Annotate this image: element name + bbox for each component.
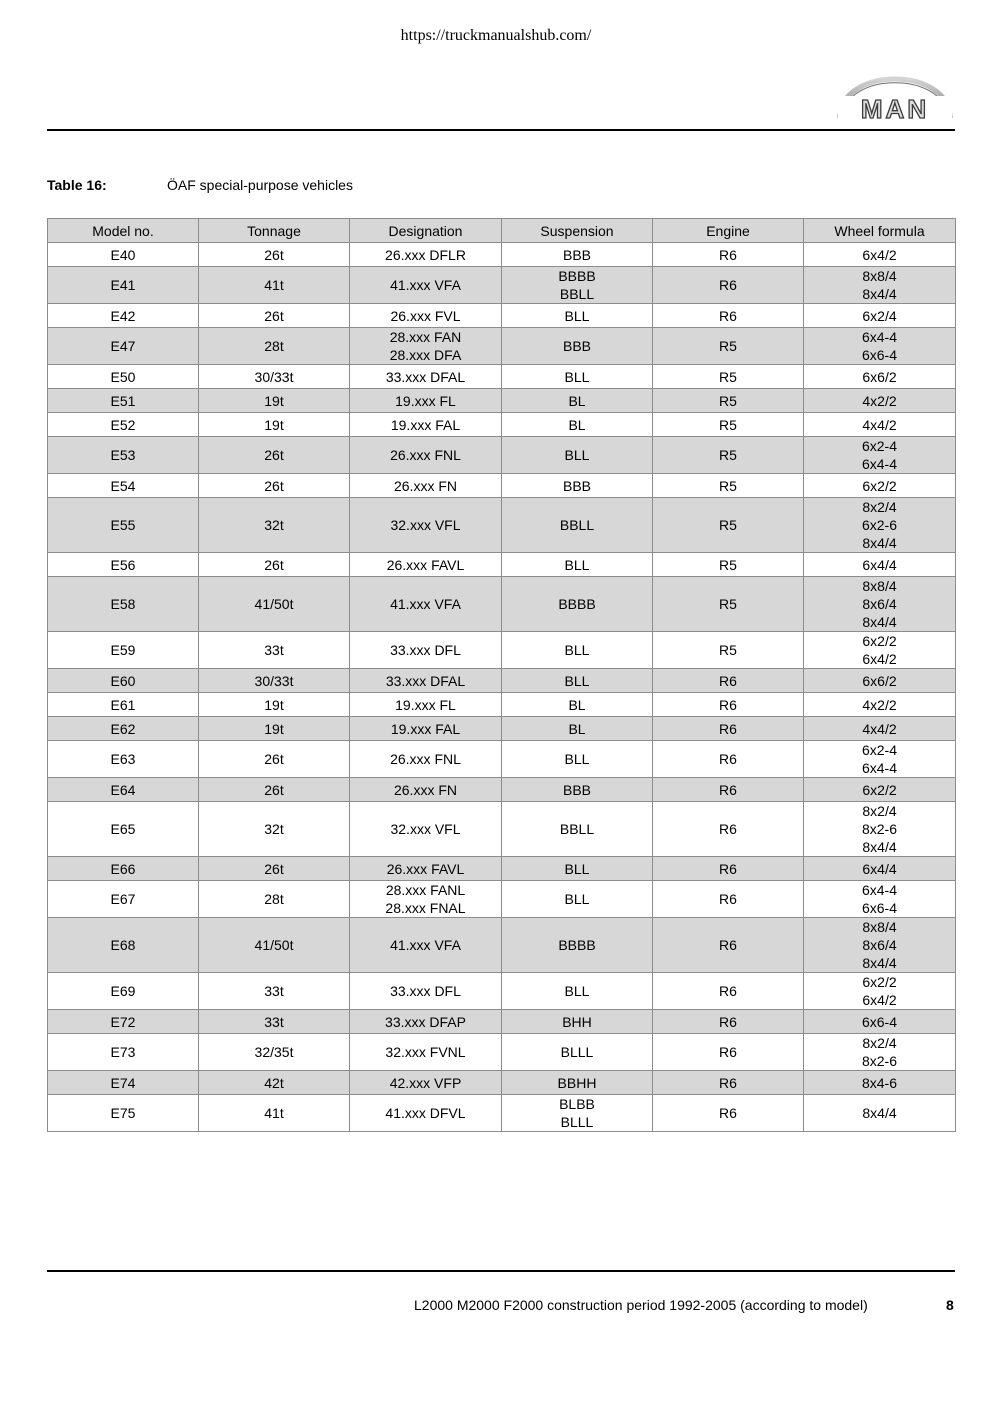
table-cell: BLL xyxy=(502,437,653,474)
table-cell: E68 xyxy=(48,918,199,973)
table-row xyxy=(48,577,956,632)
table-cell: 6x6/2 xyxy=(804,669,956,693)
table-cell: 26.xxx FAVL xyxy=(350,857,502,881)
table-cell: 6x2/2 xyxy=(804,474,956,498)
table-row xyxy=(48,304,956,328)
table-row xyxy=(48,365,956,389)
table-cell: 41.xxx VFA xyxy=(350,918,502,973)
footer-rule xyxy=(47,1270,955,1272)
table-cell: 41.xxx DFVL xyxy=(350,1095,502,1132)
table-cell: 19t xyxy=(199,717,350,741)
table-cell: 8x8/4 8x4/4 xyxy=(804,267,956,304)
table-cell: 26.xxx FN xyxy=(350,474,502,498)
table-cell: 6x4-4 6x6-4 xyxy=(804,881,956,918)
table-caption xyxy=(47,177,353,193)
table-cell: 42t xyxy=(199,1071,350,1095)
table-cell: 6x6/2 xyxy=(804,365,956,389)
table-cell: 30/33t xyxy=(199,365,350,389)
table-cell: 6x4/4 xyxy=(804,857,956,881)
table-cell: R6 xyxy=(653,243,804,267)
table-cell: 33t xyxy=(199,973,350,1010)
table-cell: R5 xyxy=(653,328,804,365)
man-logo xyxy=(834,52,956,124)
table-cell: BBBB xyxy=(502,918,653,973)
table-cell: 8x8/4 8x6/4 8x4/4 xyxy=(804,918,956,973)
table-row xyxy=(48,267,956,304)
table-cell: 8x2/4 8x2-6 8x4/4 xyxy=(804,802,956,857)
table-cell: BLL xyxy=(502,669,653,693)
table-cell: 41t xyxy=(199,267,350,304)
table-cell: 26t xyxy=(199,857,350,881)
table-cell: 33t xyxy=(199,632,350,669)
table-cell: 4x4/2 xyxy=(804,413,956,437)
table-row xyxy=(48,741,956,778)
table-cell: 8x8/4 8x6/4 8x4/4 xyxy=(804,577,956,632)
table-row xyxy=(48,632,956,669)
column-header: Wheel formula xyxy=(804,219,956,243)
table-cell: 6x2/2 xyxy=(804,778,956,802)
table-row xyxy=(48,693,956,717)
table-cell: 33.xxx DFL xyxy=(350,973,502,1010)
table-cell: E73 xyxy=(48,1034,199,1071)
table-row xyxy=(48,973,956,1010)
table-cell: 26t xyxy=(199,474,350,498)
table-cell: 6x2/2 6x4/2 xyxy=(804,973,956,1010)
table-cell: 26.xxx FN xyxy=(350,778,502,802)
table-cell: R6 xyxy=(653,857,804,881)
table-row xyxy=(48,328,956,365)
table-cell: E42 xyxy=(48,304,199,328)
table-row xyxy=(48,1095,956,1132)
table-cell: 26.xxx FNL xyxy=(350,437,502,474)
table-cell: R5 xyxy=(653,498,804,553)
table-row xyxy=(48,802,956,857)
table-cell: E65 xyxy=(48,802,199,857)
table-cell: E64 xyxy=(48,778,199,802)
table-cell: 8x2/4 8x2-6 xyxy=(804,1034,956,1071)
table-cell: BBB xyxy=(502,474,653,498)
table-cell: BLL xyxy=(502,881,653,918)
table-row xyxy=(48,474,956,498)
table-cell: E51 xyxy=(48,389,199,413)
table-cell: 41t xyxy=(199,1095,350,1132)
table-cell: 4x2/2 xyxy=(804,693,956,717)
column-header: Tonnage xyxy=(199,219,350,243)
table-cell: BBLL xyxy=(502,802,653,857)
table-cell: E60 xyxy=(48,669,199,693)
column-header: Suspension xyxy=(502,219,653,243)
table-cell: E41 xyxy=(48,267,199,304)
table-cell: 19.xxx FAL xyxy=(350,717,502,741)
table-cell: 30/33t xyxy=(199,669,350,693)
table-row xyxy=(48,413,956,437)
table-cell: BBB xyxy=(502,328,653,365)
table-cell: 32.xxx FVNL xyxy=(350,1034,502,1071)
table-number: Table 16: xyxy=(47,177,107,193)
table-row xyxy=(48,437,956,474)
table-cell: BBB xyxy=(502,778,653,802)
table-cell: R6 xyxy=(653,1071,804,1095)
table-cell: E69 xyxy=(48,973,199,1010)
table-cell: 6x4/4 xyxy=(804,553,956,577)
table-cell: BBB xyxy=(502,243,653,267)
table-cell: 26t xyxy=(199,778,350,802)
table-cell: 6x6-4 xyxy=(804,1010,956,1034)
table-cell: E75 xyxy=(48,1095,199,1132)
table-cell: R5 xyxy=(653,553,804,577)
table-cell: R6 xyxy=(653,778,804,802)
table-cell: 28.xxx FAN 28.xxx DFA xyxy=(350,328,502,365)
table-cell: 6x2-4 6x4-4 xyxy=(804,741,956,778)
table-cell: BLL xyxy=(502,632,653,669)
table-cell: 33.xxx DFAP xyxy=(350,1010,502,1034)
table-cell: E53 xyxy=(48,437,199,474)
table-cell: 19.xxx FAL xyxy=(350,413,502,437)
table-row xyxy=(48,1071,956,1095)
table-cell: BLLL xyxy=(502,1034,653,1071)
table-cell: 28t xyxy=(199,881,350,918)
column-header: Designation xyxy=(350,219,502,243)
table-cell: E66 xyxy=(48,857,199,881)
table-row xyxy=(48,243,956,267)
table-cell: BLBB BLLL xyxy=(502,1095,653,1132)
table-cell: 28.xxx FANL 28.xxx FNAL xyxy=(350,881,502,918)
table-cell: 26t xyxy=(199,437,350,474)
footer-text: L2000 M2000 F2000 construction period 1992-2005 (according to model) xyxy=(414,1297,868,1313)
table-cell: BL xyxy=(502,693,653,717)
table-cell: 26t xyxy=(199,304,350,328)
table-cell: 6x4-4 6x6-4 xyxy=(804,328,956,365)
table-cell: E63 xyxy=(48,741,199,778)
table-cell: R5 xyxy=(653,577,804,632)
table-cell: BBLL xyxy=(502,498,653,553)
table-cell: 26t xyxy=(199,553,350,577)
table-cell: 6x2/2 6x4/2 xyxy=(804,632,956,669)
table-cell: R6 xyxy=(653,881,804,918)
table-cell: 32t xyxy=(199,802,350,857)
table-cell: E67 xyxy=(48,881,199,918)
table-cell: E74 xyxy=(48,1071,199,1095)
table-cell: R5 xyxy=(653,437,804,474)
table-cell: BHH xyxy=(502,1010,653,1034)
table-cell: 8x2/4 6x2-6 8x4/4 xyxy=(804,498,956,553)
table-row xyxy=(48,918,956,973)
table-cell: 8x4-6 xyxy=(804,1071,956,1095)
table-cell: E55 xyxy=(48,498,199,553)
table-cell: 19.xxx FL xyxy=(350,693,502,717)
table-cell: R6 xyxy=(653,1010,804,1034)
table-cell: BLL xyxy=(502,741,653,778)
table-cell: 32t xyxy=(199,498,350,553)
table-cell: R6 xyxy=(653,1095,804,1132)
table-row xyxy=(48,881,956,918)
table-cell: R6 xyxy=(653,693,804,717)
header-rule xyxy=(47,129,955,131)
table-cell: 19.xxx FL xyxy=(350,389,502,413)
table-cell: BLL xyxy=(502,304,653,328)
table-cell: 4x2/2 xyxy=(804,389,956,413)
table-cell: 19t xyxy=(199,693,350,717)
table-cell: 6x2-4 6x4-4 xyxy=(804,437,956,474)
table-cell: R6 xyxy=(653,918,804,973)
table-cell: R6 xyxy=(653,267,804,304)
table-cell: R6 xyxy=(653,973,804,1010)
table-cell: R5 xyxy=(653,632,804,669)
vehicle-table xyxy=(47,218,956,1132)
table-cell: BL xyxy=(502,717,653,741)
table-cell: 26.xxx FVL xyxy=(350,304,502,328)
table-cell: E62 xyxy=(48,717,199,741)
table-row xyxy=(48,717,956,741)
table-cell: E72 xyxy=(48,1010,199,1034)
table-cell: E61 xyxy=(48,693,199,717)
table-row xyxy=(48,498,956,553)
table-cell: 26.xxx FAVL xyxy=(350,553,502,577)
table-cell: 32.xxx VFL xyxy=(350,802,502,857)
table-cell: BLL xyxy=(502,973,653,1010)
svg-text:MAN: MAN xyxy=(860,94,930,124)
table-cell: 26t xyxy=(199,243,350,267)
table-cell: 19t xyxy=(199,413,350,437)
table-cell: 32.xxx VFL xyxy=(350,498,502,553)
table-cell: 19t xyxy=(199,389,350,413)
table-cell: BL xyxy=(502,413,653,437)
table-cell: R6 xyxy=(653,1034,804,1071)
table-row xyxy=(48,553,956,577)
table-cell: BBBB xyxy=(502,577,653,632)
table-cell: 41.xxx VFA xyxy=(350,577,502,632)
table-cell: R6 xyxy=(653,669,804,693)
table-cell: E58 xyxy=(48,577,199,632)
table-cell: BBBB BBLL xyxy=(502,267,653,304)
table-row xyxy=(48,857,956,881)
table-cell: R5 xyxy=(653,413,804,437)
table-cell: R6 xyxy=(653,802,804,857)
table-row xyxy=(48,1034,956,1071)
table-cell: 41/50t xyxy=(199,577,350,632)
table-cell: R6 xyxy=(653,717,804,741)
table-cell: 41/50t xyxy=(199,918,350,973)
table-row xyxy=(48,778,956,802)
column-header: Model no. xyxy=(48,219,199,243)
table-cell: 41.xxx VFA xyxy=(350,267,502,304)
table-cell: R5 xyxy=(653,474,804,498)
table-cell: 33.xxx DFAL xyxy=(350,669,502,693)
table-cell: 33.xxx DFL xyxy=(350,632,502,669)
column-header: Engine xyxy=(653,219,804,243)
table-cell: E40 xyxy=(48,243,199,267)
table-cell: 4x4/2 xyxy=(804,717,956,741)
table-cell: BLL xyxy=(502,553,653,577)
table-cell: 33.xxx DFAL xyxy=(350,365,502,389)
table-cell: R6 xyxy=(653,304,804,328)
table-cell: 32/35t xyxy=(199,1034,350,1071)
source-url: https://truckmanualshub.com/ xyxy=(400,27,592,44)
table-row xyxy=(48,389,956,413)
table-cell: 42.xxx VFP xyxy=(350,1071,502,1095)
table-cell: BBHH xyxy=(502,1071,653,1095)
table-header-row xyxy=(48,219,956,243)
table-cell: 8x4/4 xyxy=(804,1095,956,1132)
table-cell: 28t xyxy=(199,328,350,365)
table-row xyxy=(48,1010,956,1034)
table-cell: R5 xyxy=(653,365,804,389)
table-cell: 26.xxx DFLR xyxy=(350,243,502,267)
table-cell: 33t xyxy=(199,1010,350,1034)
table-cell: BLL xyxy=(502,365,653,389)
table-cell: 26.xxx FNL xyxy=(350,741,502,778)
table-cell: E59 xyxy=(48,632,199,669)
table-cell: E50 xyxy=(48,365,199,389)
table-cell: R6 xyxy=(653,741,804,778)
table-cell: E52 xyxy=(48,413,199,437)
table-cell: BL xyxy=(502,389,653,413)
table-cell: E54 xyxy=(48,474,199,498)
table-cell: E47 xyxy=(48,328,199,365)
table-title: ÖAF special-purpose vehicles xyxy=(167,177,353,193)
table-cell: 6x2/4 xyxy=(804,304,956,328)
table-cell: 26t xyxy=(199,741,350,778)
page-number: 8 xyxy=(946,1297,954,1313)
table-cell: R5 xyxy=(653,389,804,413)
table-cell: E56 xyxy=(48,553,199,577)
table-cell: 6x4/2 xyxy=(804,243,956,267)
table-cell: BLL xyxy=(502,857,653,881)
table-row xyxy=(48,669,956,693)
